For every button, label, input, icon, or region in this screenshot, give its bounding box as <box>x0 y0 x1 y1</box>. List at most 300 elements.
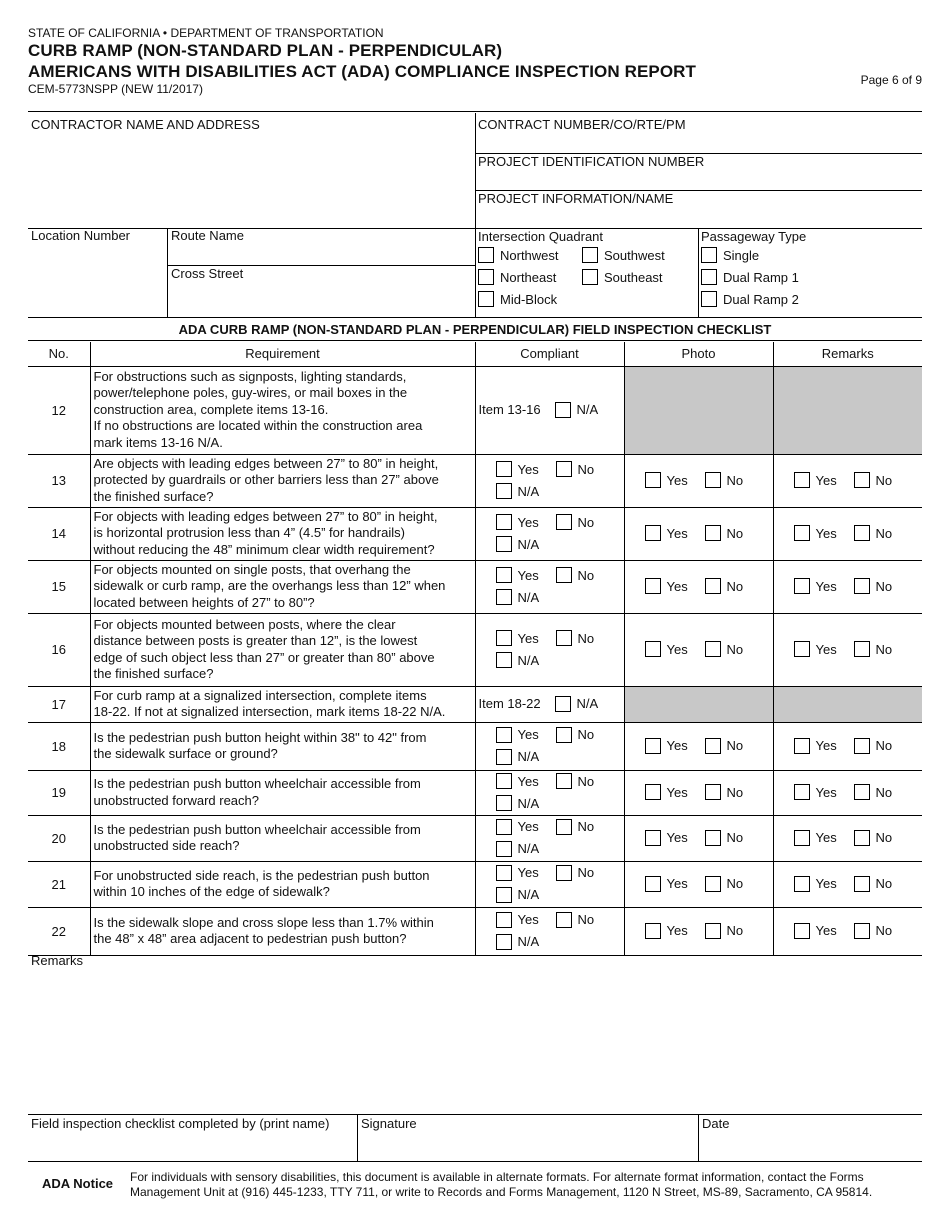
table-row <box>28 560 922 613</box>
form-title-line2: AMERICANS WITH DISABILITIES ACT (ADA) COMPLIANCE INSPECTION REPORT <box>28 62 697 81</box>
checkbox[interactable] <box>556 567 572 583</box>
checklist-table <box>28 342 922 956</box>
requirement-text <box>90 815 475 861</box>
item-range-label: Item 18-22 <box>478 695 541 711</box>
checkbox[interactable] <box>556 865 572 881</box>
compliant-yes[interactable]: Yes <box>496 567 539 583</box>
photo-no[interactable]: No <box>705 472 744 488</box>
photo-yes[interactable]: Yes <box>645 784 688 800</box>
photo-yes[interactable]: Yes <box>645 641 688 657</box>
contract-number-field[interactable]: CONTRACT NUMBER/CO/RTE/PM <box>478 117 686 132</box>
date-field[interactable]: Date <box>702 1116 730 1131</box>
table-row <box>28 613 922 686</box>
photo-cell <box>624 815 773 861</box>
remarks-no[interactable]: No <box>854 830 893 846</box>
requirement-line: Is the sidewalk slope and cross slope less than 1.7% within <box>93 914 434 930</box>
checkbox[interactable] <box>705 876 721 892</box>
requirement-text <box>90 686 475 722</box>
remarks-options <box>774 816 923 861</box>
remarks-no[interactable]: No <box>854 578 893 594</box>
remarks-cell <box>773 815 922 861</box>
photo-cell <box>624 770 773 815</box>
compliant-options <box>476 687 624 722</box>
checkbox[interactable] <box>645 641 661 657</box>
remarks-cell-disabled <box>773 686 922 722</box>
requirement-line: For objects mounted between posts, where the clear <box>93 616 396 632</box>
checkbox[interactable] <box>496 630 512 646</box>
photo-options <box>625 816 773 861</box>
checkbox[interactable] <box>794 923 810 939</box>
checkbox[interactable] <box>582 269 598 285</box>
column-header-requirement: Requirement <box>90 342 475 366</box>
checkbox[interactable] <box>701 247 717 263</box>
checkbox[interactable] <box>854 876 870 892</box>
project-id-field[interactable]: PROJECT IDENTIFICATION NUMBER <box>478 154 705 169</box>
requirement-line: For curb ramp at a signalized intersection, complete items <box>93 687 427 703</box>
checkbox[interactable] <box>794 578 810 594</box>
remarks-yes[interactable]: Yes <box>794 641 837 657</box>
table-row <box>28 366 922 454</box>
intersection-quadrant-label: Intersection Quadrant <box>478 229 604 244</box>
quadrant-mid-block[interactable]: Mid-Block <box>478 291 557 307</box>
requirement-line: power/telephone poles, guy-wires, or mail boxes in the <box>93 385 408 401</box>
requirement-line: without reducing the 48” minimum clear width requirement? <box>93 541 435 557</box>
checkbox[interactable] <box>555 402 571 418</box>
checkbox[interactable] <box>496 589 512 605</box>
item-number: 13 <box>28 454 90 507</box>
remarks-field[interactable] <box>31 970 919 1110</box>
checkbox[interactable] <box>496 567 512 583</box>
requirement-line: If no obstructions are located within the construction area <box>93 418 423 434</box>
compliant-no[interactable]: No <box>556 819 595 835</box>
requirement-line: Is the pedestrian push button wheelchair accessible from <box>93 821 421 837</box>
photo-options <box>625 771 773 815</box>
table-row <box>28 722 922 770</box>
photo-no[interactable]: No <box>705 830 744 846</box>
requirement-text <box>90 907 475 955</box>
compliant-na[interactable]: N/A <box>496 795 540 811</box>
compliant-no[interactable]: No <box>556 727 595 743</box>
checkbox[interactable] <box>496 865 512 881</box>
compliant-cell <box>475 861 624 907</box>
compliant-cell <box>475 454 624 507</box>
compliant-cell <box>475 613 624 686</box>
requirement-line: Are objects with leading edges between 27” to 80” in height, <box>93 455 439 471</box>
checkbox[interactable] <box>496 727 512 743</box>
compliant-cell <box>475 770 624 815</box>
photo-yes[interactable]: Yes <box>645 578 688 594</box>
quadrant-northeast[interactable]: Northeast <box>478 269 556 285</box>
info-divider <box>475 113 476 317</box>
checkbox[interactable] <box>854 830 870 846</box>
checkbox[interactable] <box>794 830 810 846</box>
requirement-line: For unobstructed side reach, is the pedestrian push button <box>93 867 430 883</box>
column-header-compliant: Compliant <box>475 342 624 366</box>
passageway-single[interactable]: Single <box>701 247 759 263</box>
remarks-options <box>774 908 923 955</box>
location-number-field[interactable]: Location Number <box>31 228 130 243</box>
photo-no[interactable]: No <box>705 784 744 800</box>
item-number: 21 <box>28 861 90 907</box>
remarks-cell <box>773 722 922 770</box>
checkbox[interactable] <box>854 784 870 800</box>
checkbox[interactable] <box>496 536 512 552</box>
checkbox[interactable] <box>555 696 571 712</box>
compliant-no[interactable]: No <box>556 630 595 646</box>
checkbox[interactable] <box>854 738 870 754</box>
checkbox[interactable] <box>556 514 572 530</box>
compliant-na[interactable]: N/A <box>496 841 540 857</box>
compliant-na[interactable]: N/A <box>496 749 540 765</box>
requirement-text <box>90 366 475 454</box>
photo-options <box>625 508 773 560</box>
remarks-no[interactable]: No <box>854 738 893 754</box>
quadrant-southwest[interactable]: Southwest <box>582 247 665 263</box>
photo-no[interactable]: No <box>705 641 744 657</box>
checkbox[interactable] <box>701 269 717 285</box>
checkbox[interactable] <box>556 461 572 477</box>
compliant-options <box>476 455 624 507</box>
column-header-photo: Photo <box>624 342 773 366</box>
item-number: 14 <box>28 507 90 560</box>
remarks-yes[interactable]: Yes <box>794 738 837 754</box>
compliant-na[interactable]: N/A <box>496 536 540 552</box>
compliant-no[interactable]: No <box>556 773 595 789</box>
agency-name: STATE OF CALIFORNIA • DEPARTMENT OF TRANSPORTATION <box>28 26 384 40</box>
requirement-text <box>90 722 475 770</box>
table-row <box>28 686 922 722</box>
photo-options <box>625 455 773 507</box>
requirement-line: distance between posts is greater than 12”, is the lowest <box>93 633 418 648</box>
signature-section <box>28 1114 922 1162</box>
compliant-yes[interactable]: Yes <box>496 865 539 881</box>
remarks-options <box>774 862 923 907</box>
info-divider <box>167 228 168 317</box>
photo-cell <box>624 722 773 770</box>
ada-notice-label: ADA Notice <box>42 1176 114 1191</box>
photo-no[interactable]: No <box>705 923 744 939</box>
checkbox[interactable] <box>645 472 661 488</box>
compliant-na[interactable]: N/A <box>555 696 599 712</box>
sig-divider <box>357 1115 358 1162</box>
photo-yes[interactable]: Yes <box>645 472 688 488</box>
requirement-line: protected by guardrails or other barriers less than 27” above <box>93 472 439 488</box>
compliant-cell <box>475 560 624 613</box>
compliant-cell <box>475 815 624 861</box>
checkbox[interactable] <box>496 749 512 765</box>
checkbox[interactable] <box>854 525 870 541</box>
table-row <box>28 770 922 815</box>
table-row <box>28 815 922 861</box>
compliant-yes[interactable]: Yes <box>496 461 539 477</box>
remarks-yes[interactable]: Yes <box>794 578 837 594</box>
photo-options <box>625 614 773 686</box>
checkbox[interactable] <box>478 269 494 285</box>
passageway-dual-ramp-2[interactable]: Dual Ramp 2 <box>701 291 799 307</box>
compliant-no[interactable]: No <box>556 514 595 530</box>
requirement-line: within 10 inches of the edge of sidewalk? <box>93 884 330 899</box>
info-divider <box>698 228 699 317</box>
checkbox[interactable] <box>645 830 661 846</box>
checkbox[interactable] <box>794 472 810 488</box>
remarks-cell <box>773 507 922 560</box>
photo-cell <box>624 560 773 613</box>
remarks-cell <box>773 770 922 815</box>
form-number: CEM-5773NSPP (NEW 11/2017) <box>28 82 203 96</box>
requirement-line: Is the pedestrian push button height within 38" to 42" from <box>93 729 427 745</box>
checkbox[interactable] <box>645 525 661 541</box>
compliant-cell <box>475 722 624 770</box>
requirement-line: Is the pedestrian push button wheelchair accessible from <box>93 776 421 791</box>
requirement-line: 18-22. If not at signalized intersection, mark items 18-22 N/A. <box>93 704 446 719</box>
checkbox[interactable] <box>705 472 721 488</box>
remarks-yes[interactable]: Yes <box>794 472 837 488</box>
remarks-options <box>774 771 923 815</box>
checkbox[interactable] <box>701 291 717 307</box>
photo-options <box>625 908 773 955</box>
checkbox[interactable] <box>705 525 721 541</box>
requirement-line: mark items 13-16 N/A. <box>93 434 223 450</box>
checkbox[interactable] <box>496 461 512 477</box>
requirement-line: For objects mounted on single posts, that overhang the <box>93 561 411 577</box>
route-name-field[interactable]: Route Name <box>171 228 244 243</box>
compliant-no[interactable]: No <box>556 567 595 583</box>
compliant-no[interactable]: No <box>556 912 595 928</box>
project-info-field[interactable]: PROJECT INFORMATION/NAME <box>478 191 674 206</box>
remarks-options <box>774 508 923 560</box>
requirement-text <box>90 770 475 815</box>
remarks-label: Remarks <box>31 953 84 968</box>
requirement-text <box>90 861 475 907</box>
remarks-yes[interactable]: Yes <box>794 876 837 892</box>
checkbox[interactable] <box>582 247 598 263</box>
signature-field[interactable]: Signature <box>361 1116 417 1131</box>
checkbox[interactable] <box>496 773 512 789</box>
checkbox[interactable] <box>496 887 512 903</box>
checkbox[interactable] <box>496 912 512 928</box>
remarks-yes[interactable]: Yes <box>794 525 837 541</box>
compliant-na[interactable]: N/A <box>496 887 540 903</box>
checkbox[interactable] <box>705 641 721 657</box>
photo-options <box>625 862 773 907</box>
remarks-no[interactable]: No <box>854 641 893 657</box>
photo-yes[interactable]: Yes <box>645 876 688 892</box>
checkbox[interactable] <box>496 483 512 499</box>
checkbox[interactable] <box>645 578 661 594</box>
compliant-yes[interactable]: Yes <box>496 727 539 743</box>
table-row <box>28 454 922 507</box>
requirement-line: construction area, complete items 13-16. <box>93 401 329 417</box>
photo-cell <box>624 507 773 560</box>
sig-divider <box>698 1115 699 1162</box>
photo-options <box>625 723 773 770</box>
checkbox[interactable] <box>645 738 661 754</box>
remarks-cell <box>773 454 922 507</box>
compliant-cell <box>475 507 624 560</box>
quadrant-northwest[interactable]: Northwest <box>478 247 559 263</box>
checkbox[interactable] <box>645 876 661 892</box>
compliant-yes[interactable]: Yes <box>496 773 539 789</box>
remarks-no[interactable]: No <box>854 923 893 939</box>
requirement-line: unobstructed side reach? <box>93 838 240 853</box>
compliant-no[interactable]: No <box>556 865 595 881</box>
requirement-line: located between heights of 27” to 80”? <box>93 594 315 610</box>
remarks-yes[interactable]: Yes <box>794 784 837 800</box>
checkbox[interactable] <box>478 247 494 263</box>
checkbox[interactable] <box>794 876 810 892</box>
passageway-dual-ramp-1[interactable]: Dual Ramp 1 <box>701 269 799 285</box>
checkbox[interactable] <box>496 934 512 950</box>
remarks-cell <box>773 560 922 613</box>
checkbox[interactable] <box>496 652 512 668</box>
completed-by-field[interactable]: Field inspection checklist completed by (print name) <box>31 1116 330 1131</box>
checkbox[interactable] <box>705 578 721 594</box>
compliant-options <box>476 561 624 613</box>
checkbox[interactable] <box>556 630 572 646</box>
compliant-options <box>476 862 624 907</box>
photo-cell <box>624 907 773 955</box>
compliant-options <box>476 816 624 861</box>
compliant-options <box>476 367 624 454</box>
requirement-line: sidewalk or curb ramp, are the overhangs less than 12” when <box>93 578 446 594</box>
remarks-no[interactable]: No <box>854 876 893 892</box>
checkbox[interactable] <box>556 819 572 835</box>
quadrant-southeast[interactable]: Southeast <box>582 269 663 285</box>
checkbox[interactable] <box>794 525 810 541</box>
photo-cell <box>624 613 773 686</box>
checkbox[interactable] <box>556 912 572 928</box>
checkbox[interactable] <box>705 830 721 846</box>
compliant-options <box>476 908 624 955</box>
requirement-line: For obstructions such as signposts, lighting standards, <box>93 368 407 384</box>
requirement-line: the 48” x 48” area adjacent to pedestrian push button? <box>93 931 407 946</box>
photo-yes[interactable]: Yes <box>645 923 688 939</box>
column-header-remarks: Remarks <box>773 342 922 366</box>
item-number: 16 <box>28 613 90 686</box>
checkbox[interactable] <box>854 641 870 657</box>
compliant-na[interactable]: N/A <box>496 483 540 499</box>
photo-yes[interactable]: Yes <box>645 525 688 541</box>
checkbox[interactable] <box>854 472 870 488</box>
compliant-cell <box>475 686 624 722</box>
checkbox[interactable] <box>496 819 512 835</box>
remarks-options <box>774 723 923 770</box>
compliant-na[interactable]: N/A <box>496 652 540 668</box>
remarks-no[interactable]: No <box>854 472 893 488</box>
requirement-text <box>90 507 475 560</box>
photo-no[interactable]: No <box>705 525 744 541</box>
checkbox[interactable] <box>705 738 721 754</box>
checkbox[interactable] <box>794 641 810 657</box>
checkbox[interactable] <box>496 841 512 857</box>
requirement-line: is horizontal protrusion less than 4” (4.5” for handrails) <box>93 525 405 541</box>
compliant-options <box>476 723 624 770</box>
requirement-line: the finished surface? <box>93 488 214 504</box>
requirement-text <box>90 613 475 686</box>
photo-yes[interactable]: Yes <box>645 738 688 754</box>
photo-yes[interactable]: Yes <box>645 830 688 846</box>
photo-no[interactable]: No <box>705 876 744 892</box>
compliant-na[interactable]: N/A <box>496 589 540 605</box>
remarks-options <box>774 455 923 507</box>
checkbox[interactable] <box>705 923 721 939</box>
passageway-type-label: Passageway Type <box>701 229 807 244</box>
item-number: 15 <box>28 560 90 613</box>
checkbox[interactable] <box>645 923 661 939</box>
photo-cell-disabled <box>624 366 773 454</box>
remarks-no[interactable]: No <box>854 784 893 800</box>
item-number: 22 <box>28 907 90 955</box>
photo-no[interactable]: No <box>705 738 744 754</box>
compliant-yes[interactable]: Yes <box>496 514 539 530</box>
photo-options <box>625 561 773 613</box>
checkbox[interactable] <box>478 291 494 307</box>
checkbox[interactable] <box>854 578 870 594</box>
remarks-yes[interactable]: Yes <box>794 923 837 939</box>
compliant-options <box>476 614 624 686</box>
remarks-cell-disabled <box>773 366 922 454</box>
compliant-na[interactable]: N/A <box>555 402 599 418</box>
remarks-cell <box>773 907 922 955</box>
remarks-cell <box>773 613 922 686</box>
form-header <box>28 26 922 112</box>
compliant-cell <box>475 366 624 454</box>
checkbox[interactable] <box>496 514 512 530</box>
checkbox[interactable] <box>854 923 870 939</box>
photo-cell <box>624 861 773 907</box>
compliant-options <box>476 508 624 560</box>
requirement-line: edge of such object less than 27” or greater than 80” above <box>93 649 435 665</box>
compliant-no[interactable]: No <box>556 461 595 477</box>
checkbox[interactable] <box>556 727 572 743</box>
checkbox[interactable] <box>496 795 512 811</box>
remarks-options <box>774 614 923 686</box>
ada-notice-text: For individuals with sensory disabilities, this document is available in alternate formats. For alternate format information, contact the Forms Management Unit at (916) 445-1233, TTY 711, or write to Records and Forms Management, 1120 N Street, MS-89, Sacramento, CA 95814. <box>130 1170 873 1199</box>
requirement-line: unobstructed forward reach? <box>93 792 259 808</box>
compliant-yes[interactable]: Yes <box>496 819 539 835</box>
item-number: 19 <box>28 770 90 815</box>
compliant-yes[interactable]: Yes <box>496 912 539 928</box>
compliant-na[interactable]: N/A <box>496 934 540 950</box>
checkbox[interactable] <box>794 784 810 800</box>
requirement-line: For objects with leading edges between 27” to 80” in height, <box>93 508 438 524</box>
item-number: 20 <box>28 815 90 861</box>
cross-street-field[interactable]: Cross Street <box>171 266 244 281</box>
contractor-name-field[interactable]: CONTRACTOR NAME AND ADDRESS <box>31 117 260 132</box>
compliant-options <box>476 771 624 815</box>
checkbox[interactable] <box>794 738 810 754</box>
remarks-no[interactable]: No <box>854 525 893 541</box>
requirement-line: the finished surface? <box>93 666 214 681</box>
remarks-cell <box>773 861 922 907</box>
item-number: 18 <box>28 722 90 770</box>
checkbox[interactable] <box>705 784 721 800</box>
compliant-cell <box>475 907 624 955</box>
checkbox[interactable] <box>556 773 572 789</box>
photo-no[interactable]: No <box>705 578 744 594</box>
requirement-text <box>90 560 475 613</box>
column-header-no: No. <box>28 342 90 366</box>
compliant-yes[interactable]: Yes <box>496 630 539 646</box>
page-number: Page 6 of 9 <box>860 73 922 87</box>
requirement-text <box>90 454 475 507</box>
photo-cell-disabled <box>624 686 773 722</box>
item-range-label: Item 13-16 <box>478 401 541 417</box>
checklist-header-row <box>28 342 922 366</box>
remarks-yes[interactable]: Yes <box>794 830 837 846</box>
checkbox[interactable] <box>645 784 661 800</box>
table-row <box>28 861 922 907</box>
